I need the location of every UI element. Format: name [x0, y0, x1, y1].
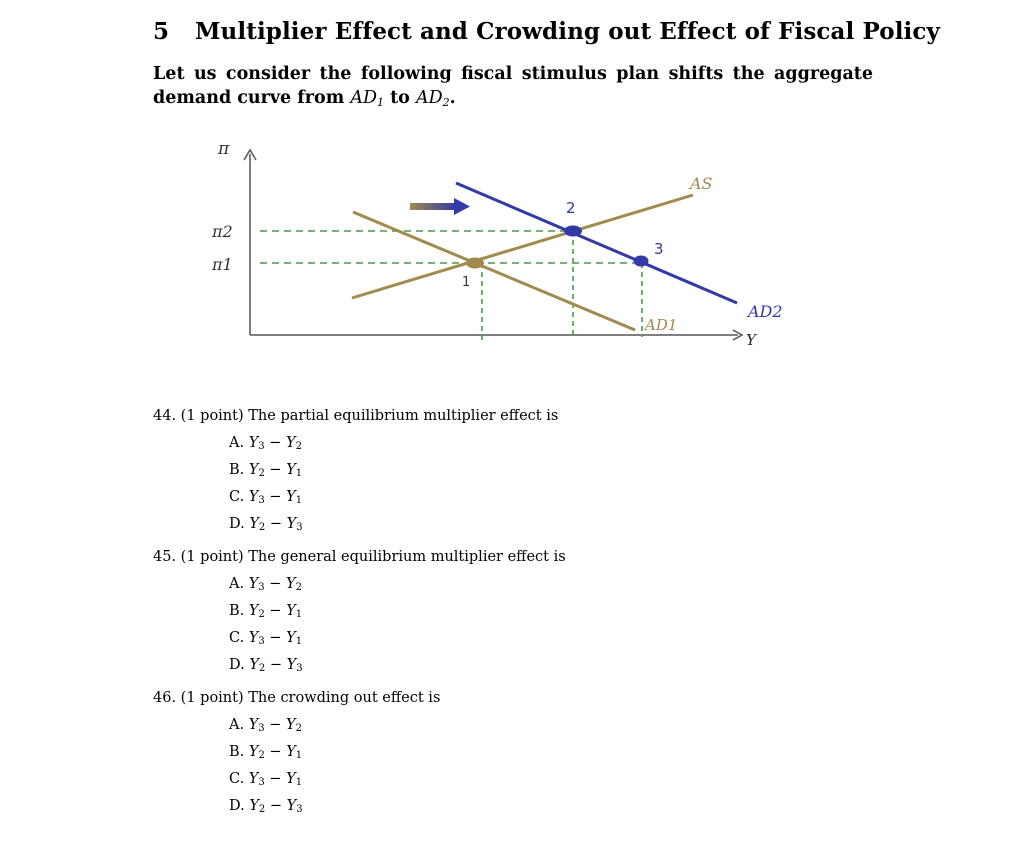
option-c[interactable]: [153, 484, 558, 511]
option-var-b: Y: [286, 489, 296, 505]
option-var-a: Y: [249, 798, 259, 814]
option-d[interactable]: [153, 511, 558, 538]
option-operator: −: [264, 603, 287, 619]
question-stem: 45. (1 point) The general equilibrium multiplier effect is: [153, 549, 566, 565]
option-var-b: Y: [286, 435, 296, 451]
option-letter: A.: [229, 435, 245, 451]
y-axis-label: π: [218, 139, 230, 159]
shift-arrow-shaft: [410, 203, 456, 210]
option-sub-a: 2: [258, 609, 265, 620]
option-operator: −: [264, 489, 287, 505]
option-b[interactable]: [153, 739, 440, 766]
option-letter: B.: [229, 603, 245, 619]
option-sub-b: 3: [296, 522, 303, 533]
option-sub-a: 2: [258, 522, 266, 533]
option-sub-a: 3: [258, 582, 265, 593]
option-operator: −: [264, 462, 287, 478]
option-sub-a: 3: [258, 723, 265, 734]
option-var-a: Y: [248, 630, 259, 646]
option-sub-b: 3: [296, 663, 303, 674]
intro-line-2-text: demand curve from: [153, 88, 345, 108]
option-d[interactable]: [153, 652, 566, 679]
point-3-label: 3: [654, 240, 664, 258]
question-44: [153, 402, 558, 538]
option-sub-b: 3: [296, 804, 303, 815]
option-operator: −: [264, 744, 287, 760]
option-letter: B.: [229, 462, 245, 478]
option-b[interactable]: [153, 457, 558, 484]
pi1-label: π1: [212, 255, 233, 274]
option-sub-a: 2: [258, 663, 266, 674]
option-c[interactable]: [153, 625, 566, 652]
option-sub-a: 3: [258, 441, 265, 452]
question-stem: 46. (1 point) The crowding out effect is: [153, 690, 441, 706]
intro-period: .: [449, 88, 456, 108]
shift-arrow-icon: [454, 198, 470, 215]
option-var-b: Y: [286, 462, 296, 478]
section-title-text: Multiplier Effect and Crowding out Effect of Fiscal Policy: [195, 18, 940, 45]
option-var-a: Y: [248, 462, 259, 478]
option-a[interactable]: [153, 571, 566, 598]
option-sub-b: 2: [295, 582, 302, 593]
option-sub-a: 3: [258, 495, 265, 506]
point-2-label: 2: [566, 199, 576, 217]
option-var-b: Y: [286, 576, 296, 592]
option-var-a: Y: [249, 516, 259, 532]
option-letter: D.: [229, 798, 245, 814]
option-sub-b: 1: [295, 468, 303, 479]
option-a[interactable]: [153, 712, 440, 739]
option-var-b: Y: [286, 657, 297, 673]
ad1-label: AD1: [645, 316, 678, 334]
section-heading: [153, 18, 940, 45]
option-var-b: Y: [286, 603, 296, 619]
point-1-label: 1: [462, 275, 471, 290]
option-sub-b: 1: [295, 495, 303, 506]
option-letter: D.: [229, 516, 245, 532]
option-letter: C.: [229, 630, 245, 646]
option-operator: −: [265, 516, 287, 532]
question-stem: 44. (1 point) The partial equilibrium multiplier effect is: [153, 408, 559, 424]
ad2-curve: [456, 183, 737, 303]
option-sub-b: 1: [295, 636, 303, 647]
option-sub-a: 3: [258, 636, 265, 647]
option-var-a: Y: [248, 576, 259, 592]
option-operator: −: [264, 630, 287, 646]
option-operator: −: [264, 717, 287, 733]
intro-ad1: [350, 88, 384, 108]
pi2-label: π2: [212, 222, 233, 241]
option-letter: A.: [229, 717, 245, 733]
x-axis-label: Y: [746, 331, 756, 349]
option-c[interactable]: [153, 766, 440, 793]
option-operator: −: [264, 435, 287, 451]
option-operator: −: [265, 657, 287, 673]
option-var-b: Y: [286, 717, 296, 733]
ad2-label: AD2: [748, 302, 783, 321]
intro-line-1: Let us consider the following fiscal stimulus plan shifts the aggregate: [153, 64, 873, 84]
equilibrium-point-1: [466, 258, 484, 269]
option-sub-b: 2: [295, 441, 302, 452]
ad1-curve: [353, 212, 635, 330]
option-var-a: Y: [249, 657, 259, 673]
option-operator: −: [264, 771, 287, 787]
option-letter: C.: [229, 489, 245, 505]
option-sub-a: 2: [258, 468, 265, 479]
option-var-a: Y: [248, 489, 259, 505]
option-sub-b: 1: [295, 750, 303, 761]
question-46: [153, 684, 440, 820]
option-var-b: Y: [286, 771, 296, 787]
option-sub-a: 2: [258, 750, 265, 761]
intro-ad2-sub: 2: [442, 96, 450, 109]
question-45: [153, 543, 566, 679]
option-sub-a: 2: [258, 804, 266, 815]
intro-ad1-sub: 1: [376, 96, 384, 109]
option-operator: −: [265, 798, 287, 814]
section-number: 5: [153, 18, 170, 45]
option-var-b: Y: [286, 630, 296, 646]
intro-paragraph: [153, 62, 873, 115]
option-d[interactable]: [153, 793, 440, 820]
equilibrium-point-3: [634, 256, 649, 267]
option-operator: −: [264, 576, 287, 592]
option-a[interactable]: [153, 430, 558, 457]
option-var-b: Y: [286, 798, 297, 814]
option-var-b: Y: [286, 516, 297, 532]
intro-ad1-base: AD: [350, 88, 377, 108]
intro-ad2: [416, 88, 450, 108]
option-letter: A.: [229, 576, 245, 592]
option-b[interactable]: [153, 598, 566, 625]
equilibrium-point-2: [564, 226, 582, 237]
option-var-a: Y: [248, 744, 259, 760]
intro-to-word: to: [390, 88, 410, 108]
option-sub-b: 1: [295, 609, 303, 620]
option-letter: B.: [229, 744, 245, 760]
option-var-a: Y: [248, 603, 259, 619]
as-ad-diagram: [190, 132, 810, 357]
option-sub-a: 3: [258, 777, 265, 788]
option-sub-b: 1: [295, 777, 303, 788]
option-var-b: Y: [286, 744, 296, 760]
option-var-a: Y: [248, 771, 259, 787]
option-letter: C.: [229, 771, 245, 787]
option-var-a: Y: [248, 717, 259, 733]
as-label: AS: [690, 174, 713, 193]
intro-line-2: [153, 88, 456, 108]
intro-ad2-base: AD: [415, 88, 443, 108]
option-var-a: Y: [248, 435, 259, 451]
option-sub-b: 2: [295, 723, 302, 734]
option-letter: D.: [229, 657, 245, 673]
